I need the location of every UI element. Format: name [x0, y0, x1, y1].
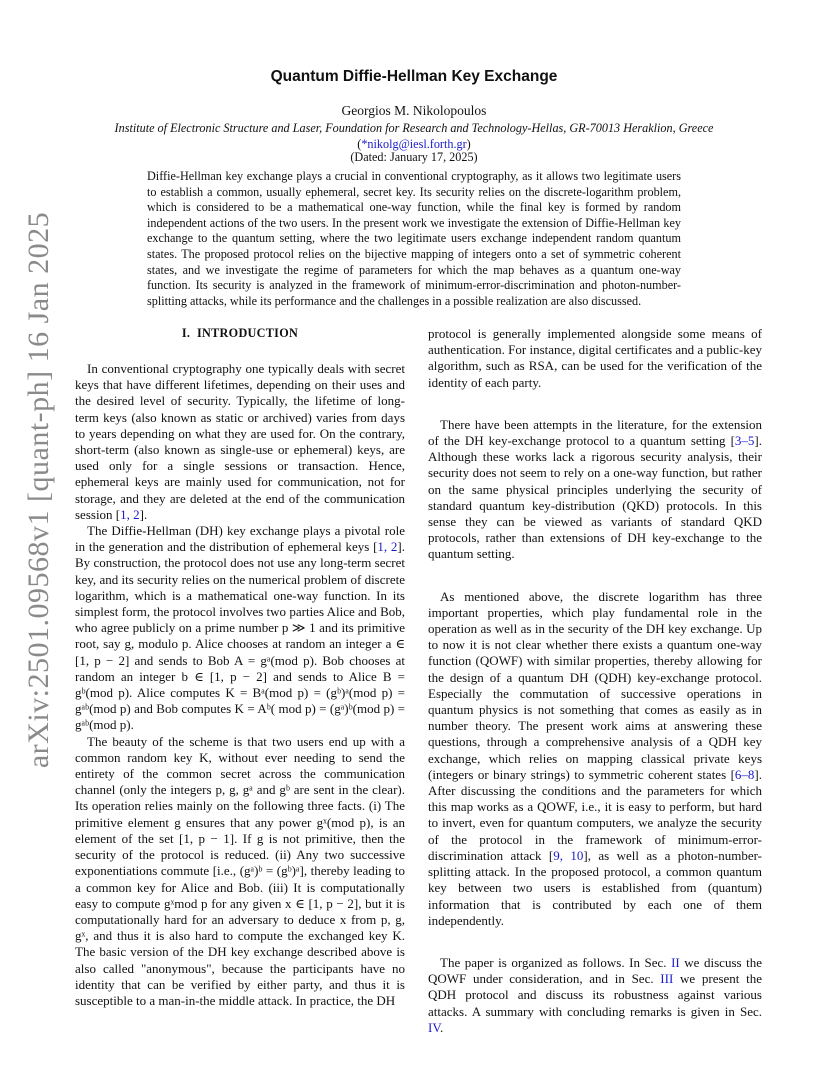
paragraph-text: In conventional cryptography one typically deals with secret keys that have different lifetimes, depending on their uses and the desired level of security. Typically, the lifetime of long-term keys (also known as static or archived) varies from days to years depending on what they are used for. On the contrary, short-term (also known as single-use or ephemeral) keys, are used only for a single sessions or transaction. Hence, ephemeral keys are mainly used for communication, not for storage, and they are deleted at the end of the communication session [	[75, 361, 405, 522]
paragraph-text: we discuss the QOWF under consideration, and in Sec.	[428, 954, 762, 987]
citation-link[interactable]: 6–8	[734, 766, 755, 782]
paragraph-text: we present the QDH protocol and discuss its robustness against various attacks. A summary with concluding remarks is given in Sec.	[428, 971, 762, 1019]
arxiv-sidebar-stamp	[14, 211, 64, 769]
paragraph: protocol is generally implemented alongside some means of authentication. For instance, digital certificates and a public-key algorithm, such as RSA, can be used for the verification of the identity of each party.	[428, 326, 762, 390]
author-name: Georgios M. Nikolopoulos	[341, 103, 487, 118]
paragraph-text: ], as well as a photon-number-splitting attack. In the proposed protocol, a common quantum key between two users is established from (quantum) information that is contributed by each one of them independently.	[428, 847, 763, 928]
section-number: I.	[181, 326, 191, 340]
section-link[interactable]: II	[671, 954, 680, 970]
paragraph-text: As mentioned above, the discrete logarithm has three important properties, which play fundamental role in the operation as well as in the security of the DH key exchange. Up to now it is not clear whether there exists a quantum one-way function (QOWF) with similar properties, thereby allowing for the design of a quantum DH (QDH) key-exchange protocol. Especially the commutation of successive operations in quantum physics is not something that comes as easily as in number theory. The present work aims at answering these questions, through a comprehensive analysis of a QDH key exchange, which relies on mapping classical private keys (integers or binary strings) to symmetric coherent states [	[428, 588, 762, 782]
paragraph	[428, 589, 762, 929]
paragraph-text: ].	[139, 506, 148, 522]
paragraph	[428, 417, 762, 563]
right-column	[428, 326, 762, 1036]
paragraph-text: ]. Although these works lack a rigorous security analysis, their security does not seem to rely on a one-way function, but rather on the same physical principles underlying the security of standard quantum key-distribution (QKD) protocols. In this sense they can be viewed as variants of standard QKD protocols, rather than extensions of DH key-exchange to the quantum setting.	[428, 433, 762, 562]
paragraph	[75, 523, 405, 734]
citation-link[interactable]: 9, 10	[553, 847, 584, 863]
paragraph	[428, 955, 762, 1036]
paragraph: The beauty of the scheme is that two users end up with a common random key K, without ever needing to send the entirety of the common secret across the communication channel (only the integers p, g, gᵃ and gᵇ are sent in the clear). Its operation relies mainly on the following three facts. (i) The primitive element g ensures that any power gˣ(mod p), is an element of the set [1, p − 1]. If g is not primitive, then the security of the protocol is reduced. (ii) Any two successive exponentiations commute [i.e., (gᵃ)ᵇ = (gᵇ)ᵃ], thereby leading to a common key for Alice and Bob. (iii) It is computationally easy to compute gˣmod p for any given x ∈ [1, p − 2], but it is computationally hard for an adversary to deduce x from p, g, gˣ, and thus it is also hard to compute the exchanged key K. The basic version of the DH key exchange described above is also called "anonymous", because the participants have no identity that can be verified by either party, and thus it is susceptible to a man-in-the middle attack. In practice, the DH	[75, 733, 405, 1008]
section-link[interactable]: III	[660, 971, 674, 987]
paragraph-text: ]. After discussing the conditions and the parameters for which this map works as a QOWF, i.e., it is easy to perform, but hard to invert, even for quantum computers, we analyze the security of the protocol in the framework of minimum-error-discrimination attack [	[428, 766, 762, 863]
author-affiliation: Institute of Electronic Structure and Laser, Foundation for Research and Technology-Hellas, GR-70013 Heraklion, Greece	[114, 121, 714, 135]
citation-link[interactable]: 3–5	[734, 433, 755, 449]
abstract: Diffie-Hellman key exchange plays a crucial in conventional cryptography, as it allows two legitimate users to establish a common, usually ephemeral, secret key. Its security relies on the discrete-logarithm problem, which is considered to be a mathematical one-way function, while the final key is formed by random independent actions of the two users. In the present work we investigate the extension of Diffie-Hellman key exchange to the quantum setting, where the two legitimate users exchange independent random quantum states. The proposed protocol relies on the bijective mapping of integers onto a set of symmetric coherent states, and we investigate the regime of parameters for which the map behaves as a quantum one-way function. Its security is analyzed in the framework of minimum-error-discrimination and photon-number-splitting attacks, while its performance and the challenges in a possible realization are also discussed.	[147, 169, 681, 308]
citation-link[interactable]: 1, 2	[120, 506, 140, 522]
paragraph-text: .	[440, 1019, 444, 1035]
paragraph-text: ]. By construction, the protocol does not use any long-term secret key, and its security relies on the numerical problem of discrete logarithm, which is a mathematical one-way function. In its simplest form, the protocol involves two parties Alice and Bob, who agree publicly on a prime number p ≫ 1 and its primitive root, say g, modulo p. Alice chooses at random an integer a ∈ [1, p − 2] and sends to Bob A = gᵃ(mod p). Bob chooses at random an integer b ∈ [1, p − 2] and sends to Alice B = gᵇ(mod p). Alice computes K = Bᵃ(mod p) = (gᵇ)ᵃ(mod p) = gᵃᵇ(mod p) and Bob computes K = Aᵇ( mod p) = (gᵃ)ᵇ(mod p) = gᵃᵇ(mod p).	[75, 539, 406, 733]
section-heading	[75, 326, 405, 341]
paragraph-text: The paper is organized as follows. In Sec.	[440, 954, 672, 970]
paper-title: Quantum Diffie-Hellman Key Exchange	[270, 68, 558, 85]
left-column	[75, 361, 405, 1009]
author-email-link[interactable]: *nikolg@iesl.forth.gr	[361, 137, 467, 151]
section-link[interactable]: IV	[428, 1019, 441, 1035]
citation-link[interactable]: 1, 2	[377, 539, 398, 555]
date-line: (Dated: January 17, 2025)	[350, 150, 478, 164]
section-title: INTRODUCTION	[196, 326, 299, 340]
paragraph-text: There have been attempts in the literature, for the extension of the DH key-exchange protocol to a quantum setting [	[428, 416, 762, 449]
arxiv-identifier: arXiv:2501.09568v1 [quant-ph] 16 Jan 2025	[22, 211, 55, 769]
email-open-paren: (	[357, 137, 362, 151]
paragraph-text: The Diffie-Hellman (DH) key exchange plays a pivotal role in the generation and the distribution of ephemeral keys [	[75, 523, 405, 555]
paragraph	[75, 361, 405, 523]
email-close-paren: )	[466, 137, 471, 151]
